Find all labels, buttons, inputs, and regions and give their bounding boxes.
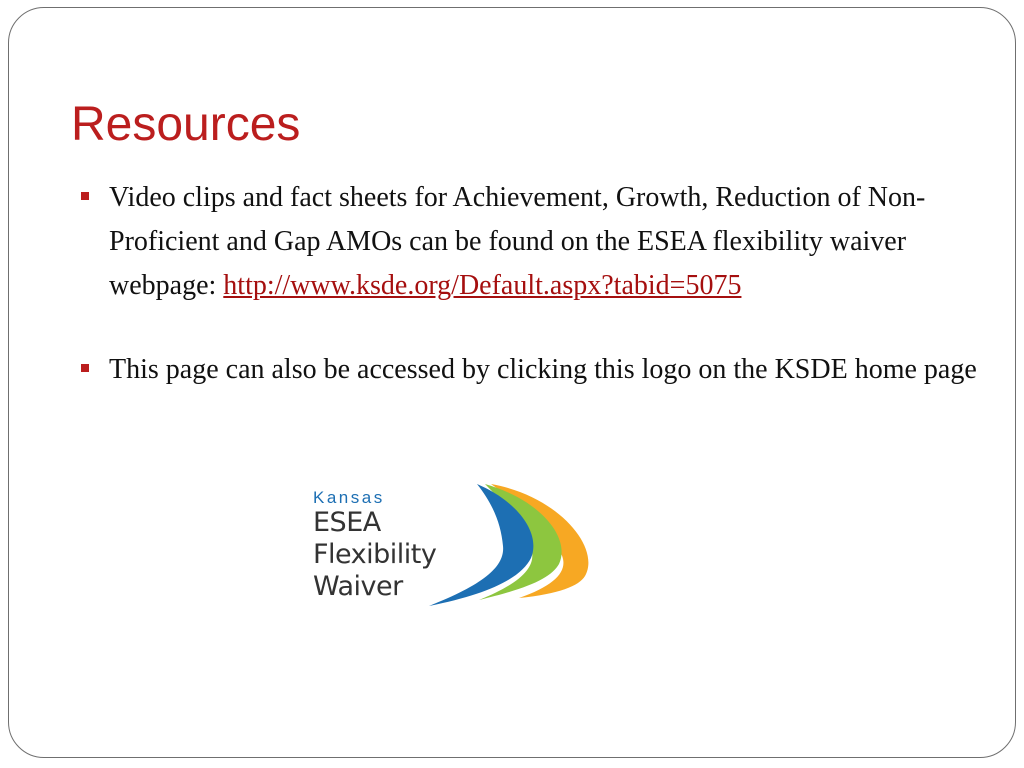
logo-kansas-text: Kansas <box>313 488 385 507</box>
ksde-waiver-link[interactable]: http://www.ksde.org/Default.aspx?tabid=5075 <box>223 270 742 301</box>
square-bullet-icon <box>81 192 89 200</box>
bullet-item <box>81 176 981 308</box>
logo-waiver-text: Waiver <box>313 571 403 602</box>
bullet-item <box>81 348 981 392</box>
kansas-esea-waiver-logo[interactable] <box>309 478 595 612</box>
bullet-text: Video clips and fact sheets for Achievement, Growth, Reduction of Non-Proficient and Gap AMOs can be found on the ESEA flexibility waiver webpage: <box>109 182 926 301</box>
logo-esea-text: ESEA <box>313 507 381 538</box>
bullet-text: This page can also be accessed by clicking this logo on the KSDE home page <box>109 354 977 385</box>
logo-flexibility-text: Flexibility <box>313 539 437 570</box>
bullet-list <box>81 176 981 392</box>
slide-frame <box>8 7 1016 758</box>
slide-title: Resources <box>71 98 301 151</box>
square-bullet-icon <box>81 364 89 372</box>
